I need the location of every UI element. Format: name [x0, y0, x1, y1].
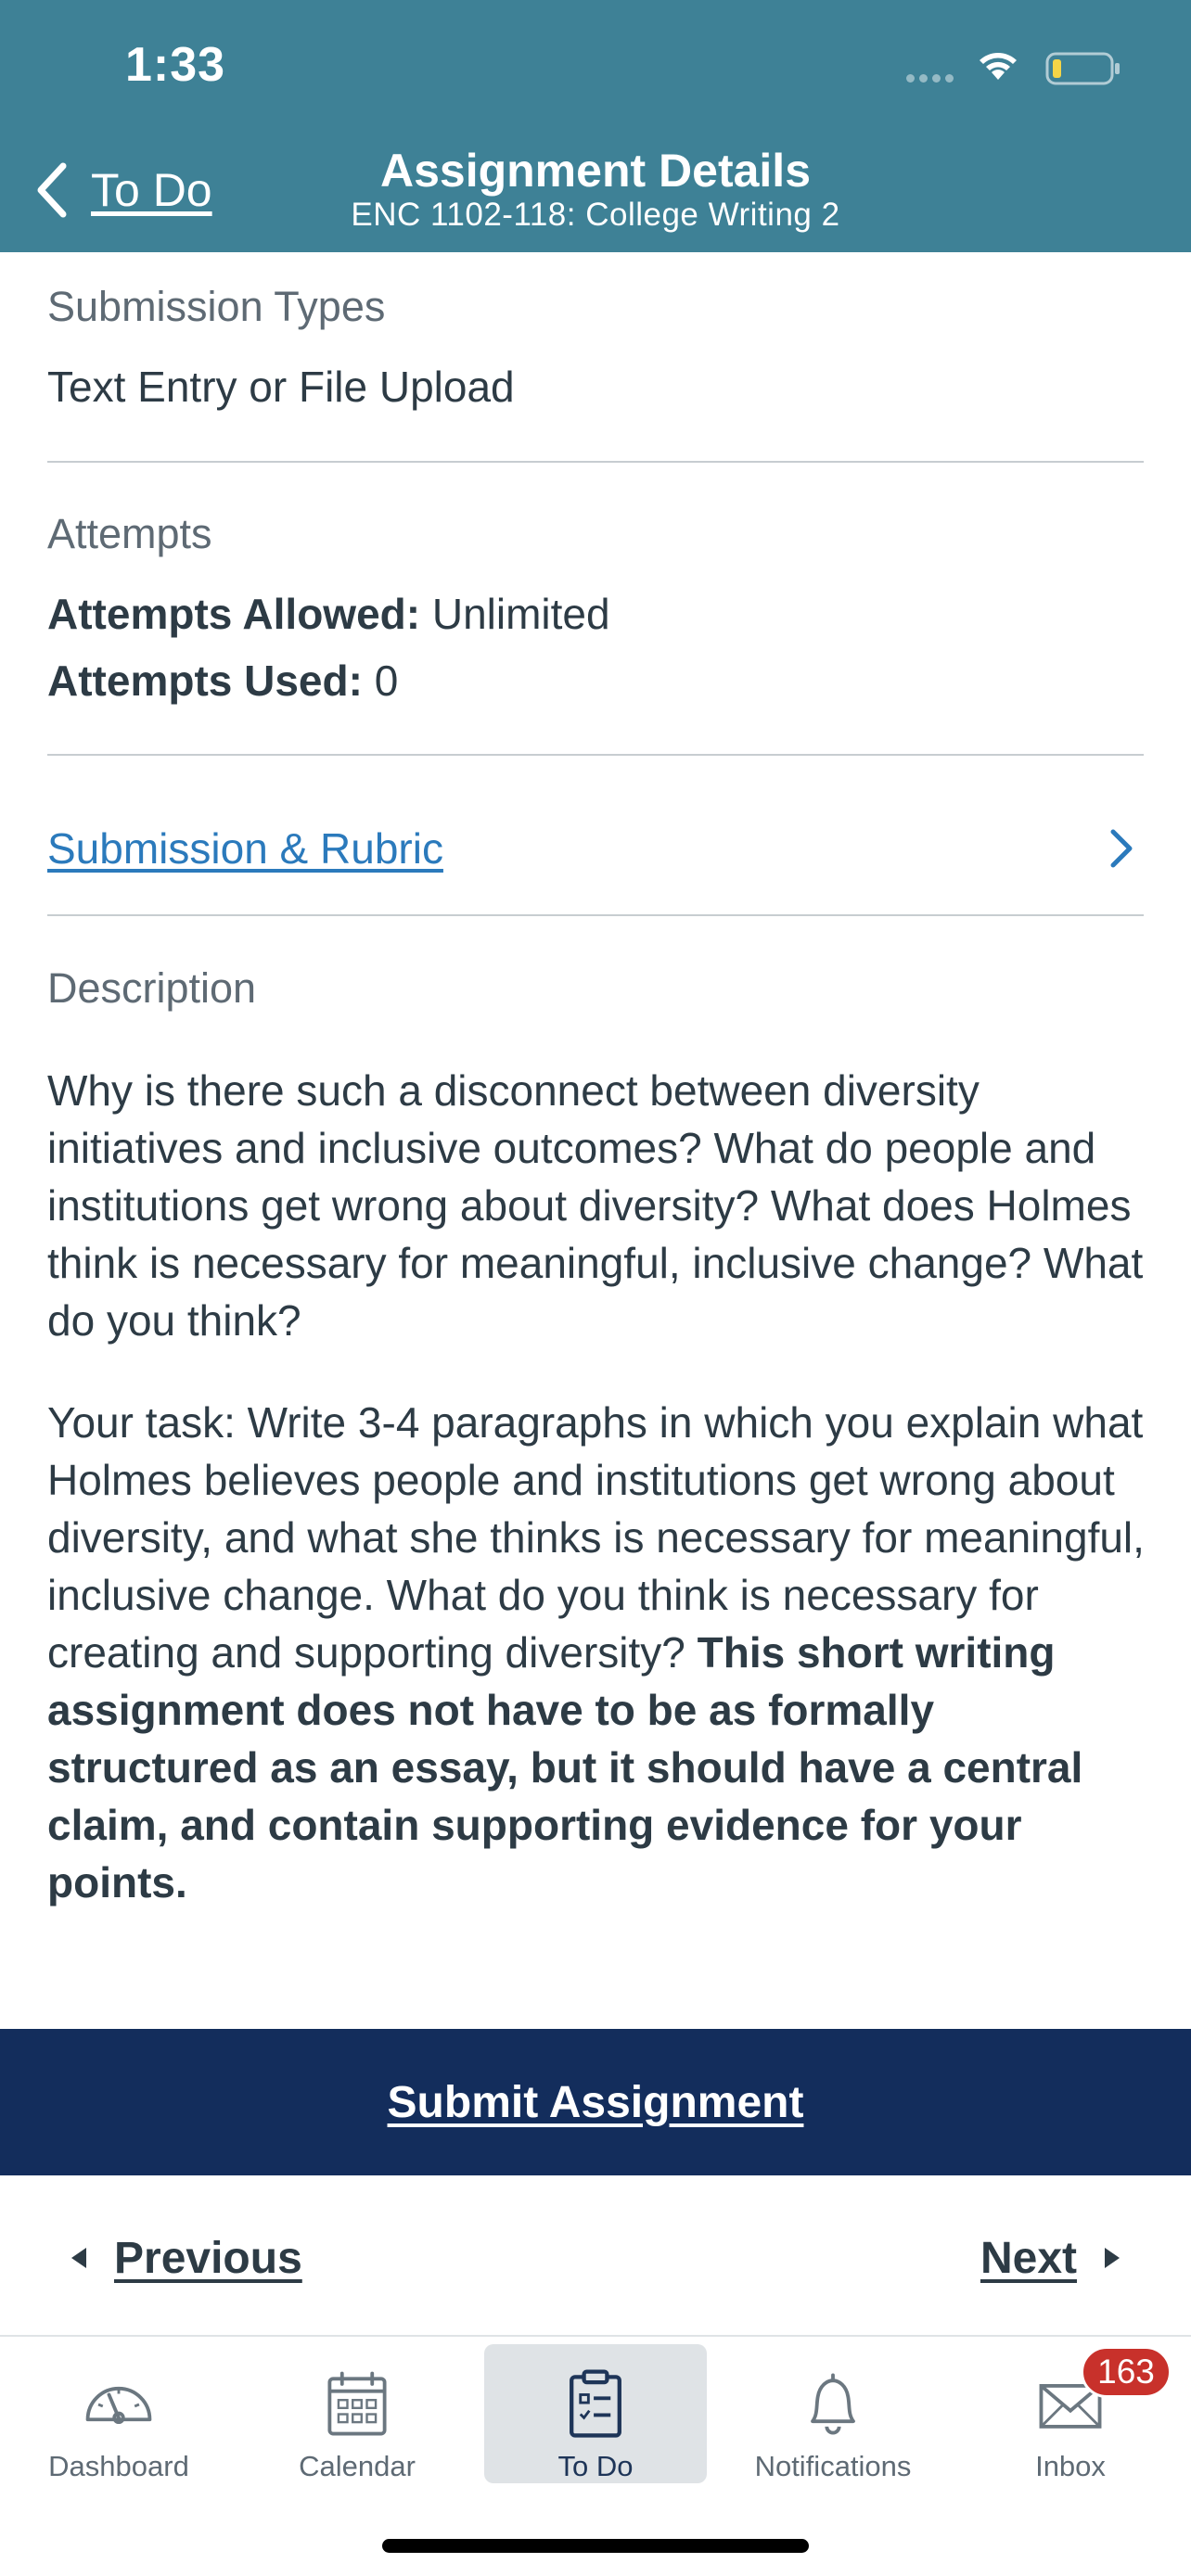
submit-assignment-label: Submit Assignment	[387, 2077, 804, 2127]
attempts-used-label: Attempts Used:	[47, 657, 363, 705]
next-button[interactable]	[980, 2225, 1121, 2290]
tab-inbox-label: Inbox	[1035, 2450, 1106, 2482]
description-paragraph: Why is there such a disconnect between diversity initiatives and inclusive outcomes? What do people and institutions get wrong about diversity? What does Holmes think is necessary for meaningful, inclusive change? What do you think?	[47, 1066, 1144, 1345]
submission-rubric-link[interactable]	[47, 816, 1144, 881]
divider	[47, 754, 1144, 756]
tab-todo-label: To Do	[557, 2450, 634, 2482]
todo-clipboard-icon	[554, 2365, 637, 2444]
back-button-label: To Do	[91, 164, 212, 216]
attempts-allowed	[47, 589, 610, 639]
description-label: Description	[47, 964, 257, 1012]
divider	[47, 461, 1144, 463]
previous-label: Previous	[114, 2233, 302, 2283]
description-emphasis-text: This short writing assignment does not have to be as formally structured as an essay, but it should have a central claim, and contain supporting evidence for your points.	[47, 1628, 1083, 1906]
calendar-icon	[315, 2365, 399, 2444]
tab-calendar[interactable]	[246, 2344, 468, 2483]
attempts-used	[47, 656, 398, 706]
tab-notifications[interactable]	[722, 2344, 944, 2483]
description-task-text: Your task: Write 3-4 paragraphs in which you explain what Holmes believes people and institutions get wrong about diversity, and what she thinks is necessary for meaningful, inclusive change. What do you think is necessary for creating and supporting diversity?	[47, 1398, 1145, 1677]
description-paragraph	[47, 1394, 1151, 1911]
attempts-allowed-label: Attempts Allowed:	[47, 590, 421, 638]
battery-icon	[1045, 52, 1121, 85]
bell-icon	[791, 2365, 875, 2444]
description-body	[47, 1062, 1151, 1956]
cellular-signal-icon	[906, 70, 962, 83]
triangle-left-icon	[70, 2246, 88, 2270]
attempts-allowed-value: Unlimited	[431, 590, 610, 638]
dashboard-icon	[77, 2365, 160, 2444]
submission-types-value: Text Entry or File Upload	[47, 363, 515, 411]
inbox-unread-badge: 163	[1081, 2346, 1172, 2398]
navigation-header	[0, 0, 1191, 252]
tab-dashboard-label: Dashboard	[48, 2450, 189, 2482]
tab-notifications-label: Notifications	[754, 2450, 912, 2482]
home-indicator[interactable]	[382, 2539, 809, 2553]
course-subtitle: ENC 1102-118: College Writing 2	[351, 197, 840, 233]
chevron-right-icon	[1108, 828, 1134, 869]
attempts-used-value: 0	[374, 657, 399, 705]
submission-types-label: Submission Types	[47, 283, 386, 330]
attempts-label: Attempts	[47, 510, 212, 557]
triangle-right-icon	[1103, 2246, 1121, 2270]
wifi-icon	[977, 48, 1019, 82]
submission-rubric-label: Submission & Rubric	[47, 824, 443, 873]
tab-dashboard[interactable]	[7, 2344, 230, 2483]
page-title: Assignment Details	[379, 145, 811, 197]
tab-calendar-label: Calendar	[299, 2450, 416, 2482]
divider	[47, 914, 1144, 916]
previous-button[interactable]	[70, 2225, 302, 2290]
tab-todo[interactable]	[484, 2344, 707, 2483]
next-label: Next	[980, 2233, 1077, 2283]
submit-assignment-button[interactable]	[0, 2029, 1191, 2175]
status-time: 1:33	[125, 38, 226, 92]
